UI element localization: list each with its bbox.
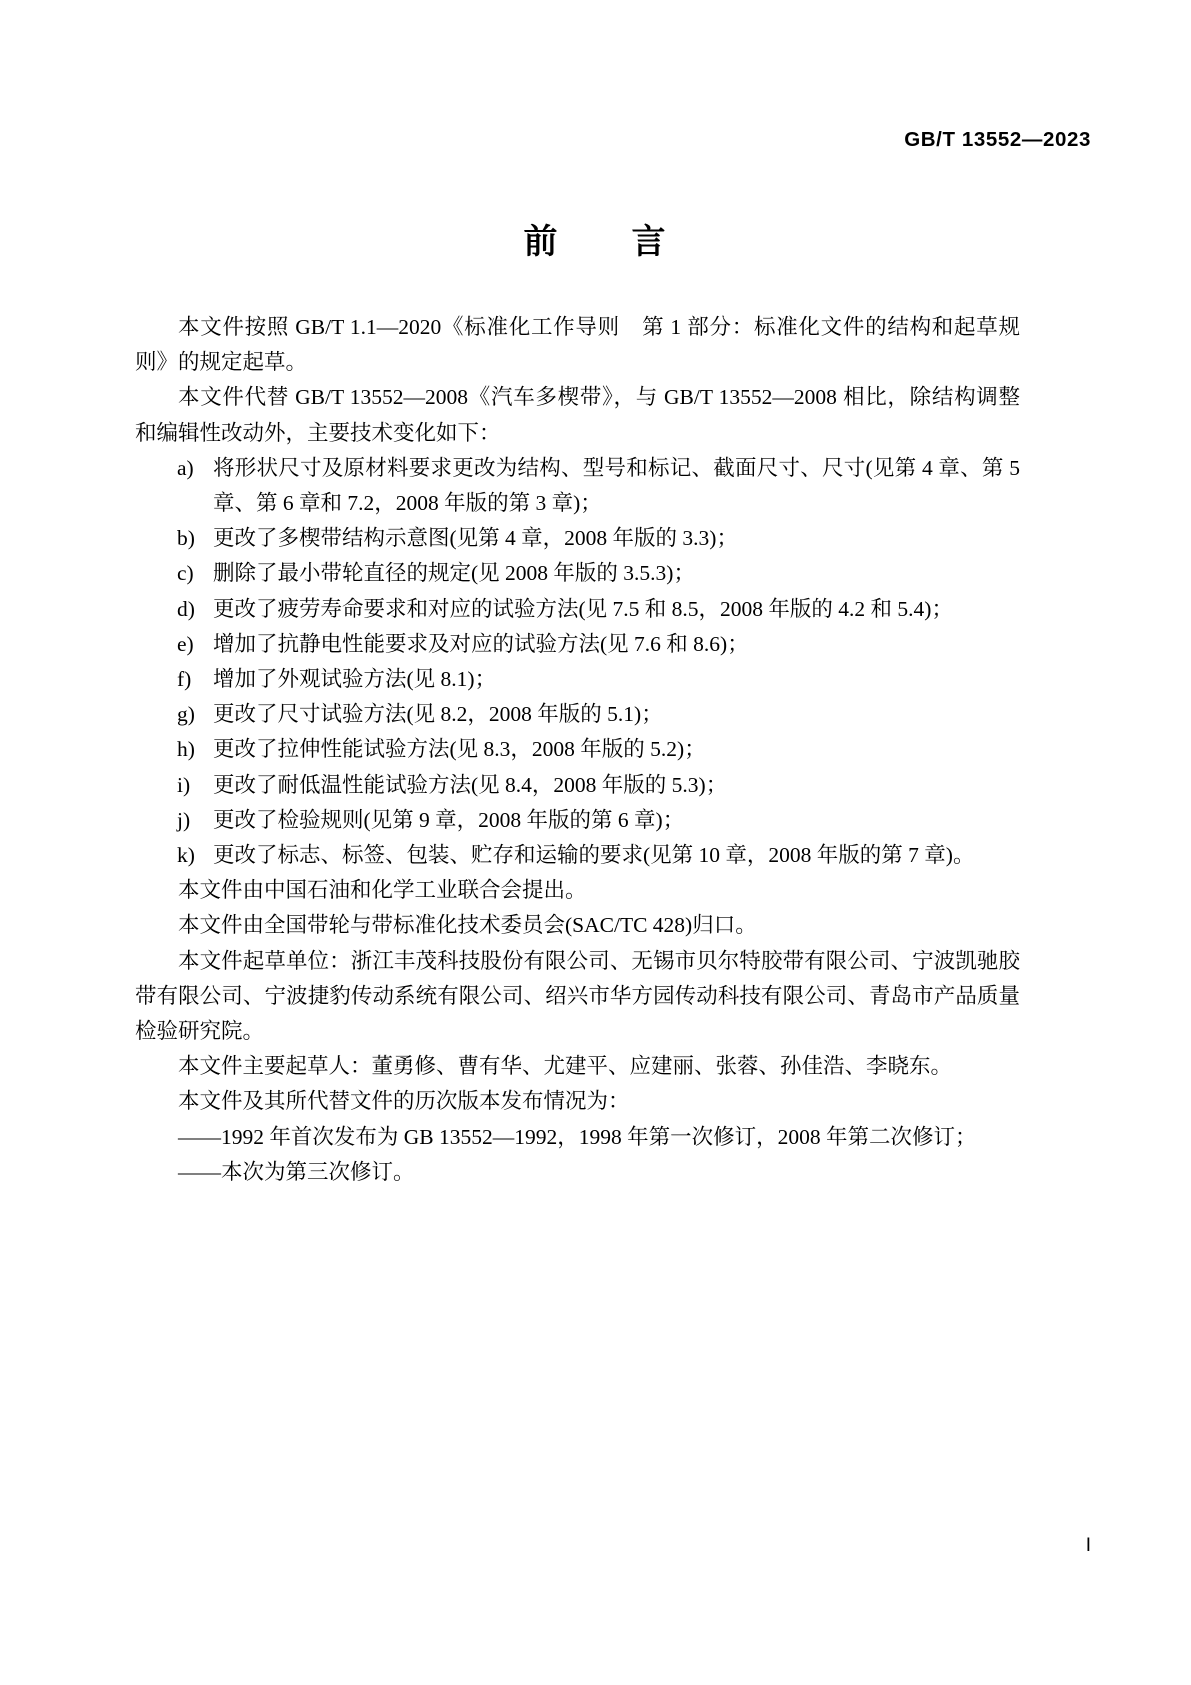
list-item-marker: a) xyxy=(177,455,194,480)
list-item-text: 更改了检验规则(见第 9 章，2008 年版的第 6 章)； xyxy=(213,807,685,832)
list-item-marker: c) xyxy=(177,561,194,586)
list-item xyxy=(135,662,1020,697)
list-item-text: 增加了抗静电性能要求及对应的试验方法(见 7.6 和 8.6)； xyxy=(213,631,749,656)
version-history-line: ——本次为第三次修订。 xyxy=(178,1159,415,1184)
page-header-standard-number: GB/T 13552—2023 xyxy=(904,128,1091,151)
paragraph-proposing-organization: 本文件由中国石油和化学工业联合会提出。 xyxy=(178,878,587,903)
paragraph-drafting-units: 本文件起草单位：浙江丰茂科技股份有限公司、无锡市贝尔特胶带有限公司、宁波凯驰胶带有限公司、宁波捷豹传动系统有限公司、绍兴市华方园传动科技有限公司、青岛市产品质量检验研究院。 xyxy=(135,948,1020,1044)
version-history-line: ——1992 年首次发布为 GB 13552—1992，1998 年第一次修订，2008 年第二次修订； xyxy=(178,1124,977,1149)
list-item-marker: b) xyxy=(177,526,195,551)
list-item xyxy=(135,592,1020,627)
list-item-text: 删除了最小带轮直径的规定(见 2008 年版的 3.5.3)； xyxy=(213,561,695,586)
list-item xyxy=(135,627,1020,662)
technical-changes-list xyxy=(135,451,1020,873)
paragraph-replaces-standard: 本文件代替 GB/T 13552—2008《汽车多楔带》，与 GB/T 13552—2008 相比，除结构调整和编辑性改动外，主要技术变化如下： xyxy=(135,385,1020,445)
page-title: 前 言 xyxy=(523,222,668,262)
list-item-text: 更改了疲劳寿命要求和对应的试验方法(见 7.5 和 8.5，2008 年版的 4.2 和 5.4)； xyxy=(213,596,953,621)
list-item-marker: g) xyxy=(177,702,195,727)
list-item-marker: k) xyxy=(177,843,195,868)
list-item xyxy=(135,451,1020,521)
paragraph-main-drafters: 本文件主要起草人：董勇修、曹有华、尤建平、应建丽、张蓉、孙佳浩、李晓东。 xyxy=(178,1054,953,1079)
paragraph-administering-committee: 本文件由全国带轮与带标准化技术委员会(SAC/TC 428)归口。 xyxy=(178,913,757,938)
list-item-marker: e) xyxy=(177,631,194,656)
list-item xyxy=(135,732,1020,767)
list-item-text: 更改了拉伸性能试验方法(见 8.3，2008 年版的 5.2)； xyxy=(213,737,706,762)
list-item-text: 更改了多楔带结构示意图(见第 4 章，2008 年版的 3.3)； xyxy=(213,526,738,551)
list-item-text: 更改了标志、标签、包装、贮存和运输的要求(见第 10 章，2008 年版的第 7 章)。 xyxy=(213,843,975,868)
page-number: I xyxy=(1085,1535,1091,1556)
list-item xyxy=(135,768,1020,803)
list-item-marker: i) xyxy=(177,772,191,797)
list-item-marker: f) xyxy=(177,667,192,692)
list-item-text: 将形状尺寸及原材料要求更改为结构、型号和标记、截面尺寸、尺寸(见第 4 章、第 5 章、第 6 章和 7.2，2008 年版的第 3 章)； xyxy=(213,455,1020,516)
list-item xyxy=(135,556,1020,591)
document-body xyxy=(135,310,1020,1190)
list-item xyxy=(135,803,1020,838)
paragraph-drafting-rules: 本文件按照 GB/T 1.1—2020《标准化工作导则 第 1 部分：标准化文件的结构和起草规则》的规定起草。 xyxy=(135,315,1020,375)
list-item-text: 更改了尺寸试验方法(见 8.2，2008 年版的 5.1)； xyxy=(213,702,663,727)
paragraph-version-history-intro: 本文件及其所代替文件的历次版本发布情况为： xyxy=(178,1089,630,1114)
list-item-marker: h) xyxy=(177,737,195,762)
list-item-marker: j) xyxy=(177,807,191,832)
list-item-text: 更改了耐低温性能试验方法(见 8.4，2008 年版的 5.3)； xyxy=(213,772,728,797)
list-item xyxy=(135,838,1020,873)
list-item xyxy=(135,521,1020,556)
list-item-text: 增加了外观试验方法(见 8.1)； xyxy=(213,667,497,692)
list-item xyxy=(135,697,1020,732)
list-item-marker: d) xyxy=(177,596,195,621)
